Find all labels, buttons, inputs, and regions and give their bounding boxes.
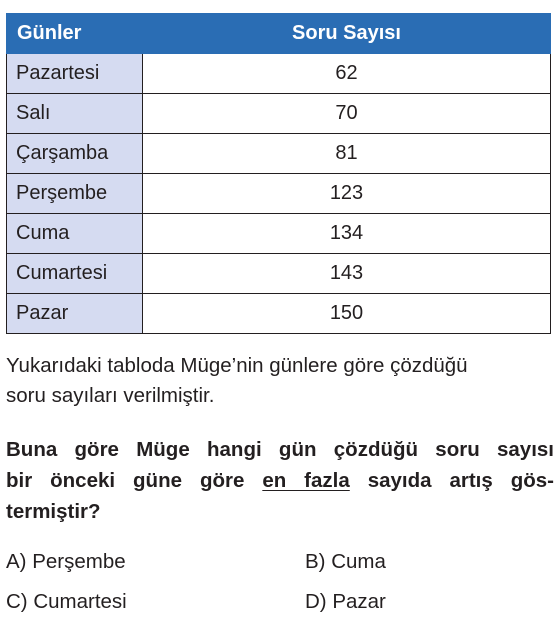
count-cell: 62 bbox=[143, 54, 551, 94]
option-b[interactable]: B) Cuma bbox=[305, 550, 386, 573]
count-cell: 134 bbox=[143, 214, 551, 254]
table-row bbox=[7, 214, 551, 254]
header-question-count: Soru Sayısı bbox=[143, 14, 551, 54]
day-cell: Perşembe bbox=[7, 174, 143, 214]
option-c[interactable]: C) Cumartesi bbox=[6, 590, 127, 613]
table-header-row bbox=[7, 14, 551, 54]
table-row bbox=[7, 174, 551, 214]
table-row bbox=[7, 254, 551, 294]
day-cell: Pazar bbox=[7, 294, 143, 334]
emphasis-en-fazla: en fazla bbox=[262, 469, 350, 492]
header-days: Günler bbox=[7, 14, 143, 54]
intro-line-1: Yukarıdaki tabloda Müge’nin günlere göre çözdüğü bbox=[6, 354, 468, 377]
question-line-3: termiştir? bbox=[6, 500, 101, 523]
day-cell: Cuma bbox=[7, 214, 143, 254]
table-row bbox=[7, 294, 551, 334]
question-line-1: Buna göre Müge hangi gün çözdüğü soru sayısı bbox=[6, 438, 554, 461]
option-a[interactable]: A) Perşembe bbox=[6, 550, 126, 573]
table-row bbox=[7, 134, 551, 174]
count-cell: 70 bbox=[143, 94, 551, 134]
day-cell: Çarşamba bbox=[7, 134, 143, 174]
question-line-2-end: sayıda artış gös- bbox=[349, 469, 554, 492]
count-cell: 81 bbox=[143, 134, 551, 174]
question-line-2 bbox=[6, 465, 554, 496]
question-stem bbox=[6, 434, 554, 527]
count-cell: 150 bbox=[143, 294, 551, 334]
table-row bbox=[7, 94, 551, 134]
table-row bbox=[7, 54, 551, 94]
count-cell: 123 bbox=[143, 174, 551, 214]
day-cell: Salı bbox=[7, 94, 143, 134]
questions-per-day-table bbox=[6, 13, 551, 334]
intro-paragraph bbox=[6, 351, 554, 411]
question-line-2-start: bir önceki güne göre bbox=[6, 469, 263, 492]
count-cell: 143 bbox=[143, 254, 551, 294]
day-cell: Cumartesi bbox=[7, 254, 143, 294]
intro-line-2: soru sayıları verilmiştir. bbox=[6, 384, 215, 407]
day-cell: Pazartesi bbox=[7, 54, 143, 94]
option-d[interactable]: D) Pazar bbox=[305, 590, 386, 613]
